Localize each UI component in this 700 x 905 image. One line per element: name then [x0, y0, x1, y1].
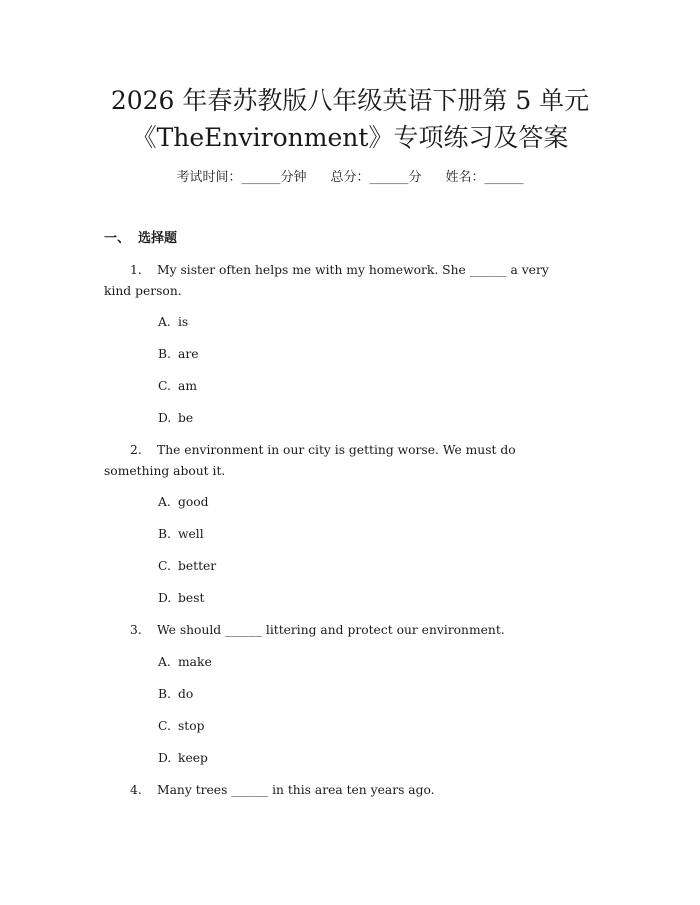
question-1-option-d	[158, 408, 193, 428]
option-letter: D.	[158, 411, 172, 425]
option-text: best	[178, 591, 205, 605]
question-number: 1.	[130, 263, 142, 277]
option-letter: B.	[158, 527, 171, 541]
exam-score-field: 总分：______分	[330, 170, 422, 185]
question-3-option-c	[158, 716, 205, 736]
option-letter: C.	[158, 559, 171, 573]
exam-time-field: 考试时间：______分钟	[176, 170, 307, 185]
question-2-option-b	[158, 524, 204, 544]
option-text: am	[178, 379, 197, 393]
question-3-option-d	[158, 748, 208, 768]
question-text: Many trees ______ in this area ten years ago.	[157, 783, 435, 797]
option-letter: A.	[158, 315, 171, 329]
option-letter: D.	[158, 751, 172, 765]
option-letter: D.	[158, 591, 172, 605]
question-2-option-d	[158, 588, 204, 608]
option-letter: B.	[158, 347, 171, 361]
question-text: The environment in our city is getting worse. We must do	[157, 443, 516, 457]
option-letter: A.	[158, 495, 171, 509]
section-number: 一、	[104, 231, 131, 246]
question-number: 2.	[130, 443, 142, 457]
question-2-option-a	[158, 492, 209, 512]
question-4-line-1	[130, 780, 435, 800]
question-text: My sister often helps me with my homework. She ______ a very	[157, 263, 549, 277]
option-letter: A.	[158, 655, 171, 669]
question-2-line-2: something about it.	[104, 464, 226, 478]
section-heading	[104, 229, 177, 249]
question-2-option-c	[158, 556, 216, 576]
option-letter: B.	[158, 687, 171, 701]
question-text: We should ______ littering and protect our environment.	[157, 623, 505, 637]
option-text: make	[178, 655, 212, 669]
exam-name-field: 姓名：______	[445, 170, 524, 185]
option-text: are	[178, 347, 199, 361]
question-1-line-1	[130, 260, 549, 280]
document-title-line-2: 《TheEnvironment》专项练习及答案	[131, 123, 569, 152]
question-number: 4.	[130, 783, 142, 797]
question-1-option-b	[158, 344, 199, 364]
question-1-option-a	[158, 312, 188, 332]
document-title-line-1: 2026 年春苏教版八年级英语下册第 5 单元	[110, 86, 590, 115]
question-3-option-b	[158, 684, 193, 704]
question-1-option-c	[158, 376, 197, 396]
question-3-option-a	[158, 652, 212, 672]
question-3-line-1	[130, 620, 505, 640]
question-number: 3.	[130, 623, 142, 637]
option-text: keep	[178, 751, 208, 765]
option-text: be	[178, 411, 194, 425]
option-text: well	[178, 527, 204, 541]
option-text: better	[178, 559, 217, 573]
exam-info	[0, 168, 700, 188]
option-letter: C.	[158, 379, 171, 393]
option-text: stop	[178, 719, 205, 733]
option-text: is	[178, 315, 189, 329]
question-2-line-1	[130, 440, 516, 460]
option-letter: C.	[158, 719, 171, 733]
option-text: do	[178, 687, 194, 701]
section-title: 选择题	[138, 231, 178, 246]
option-text: good	[178, 495, 209, 509]
question-1-line-2: kind person.	[104, 284, 182, 298]
